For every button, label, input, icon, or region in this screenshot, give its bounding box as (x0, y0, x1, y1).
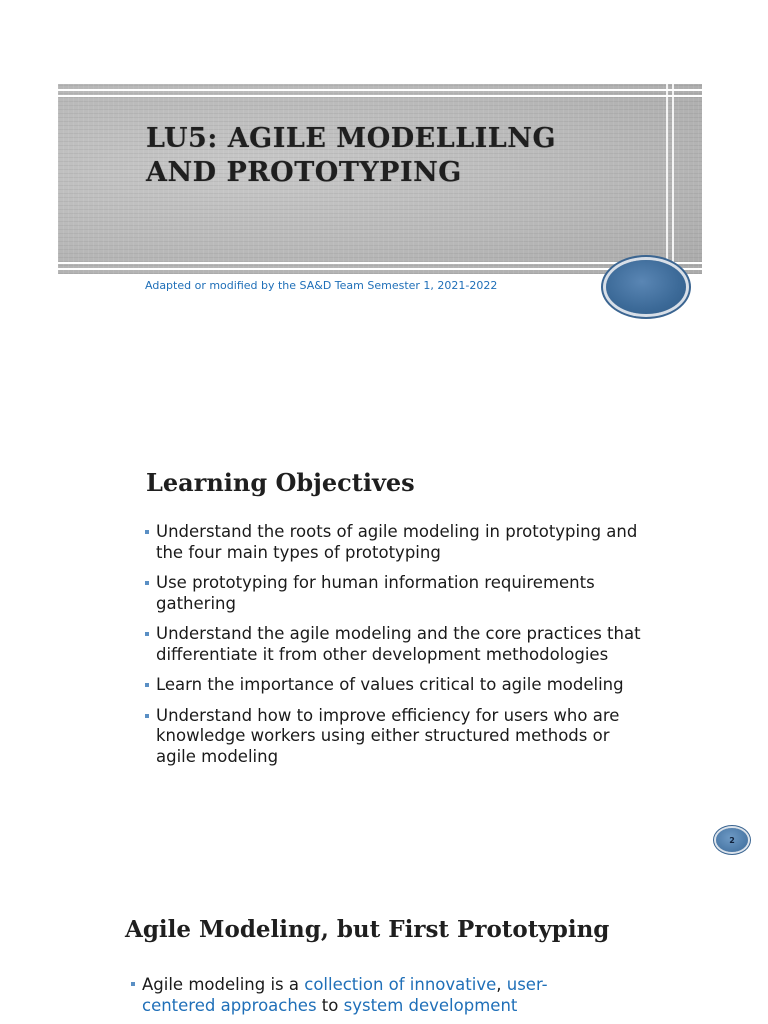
bullet-icon (131, 982, 135, 986)
list-item (145, 675, 645, 696)
bullet-icon (145, 632, 149, 636)
bullet-paragraph (131, 974, 602, 1016)
highlight-system-development: system development (343, 996, 518, 1015)
bullet-icon (145, 530, 149, 534)
bullet-icon (145, 683, 149, 687)
decorative-oval-badge (606, 260, 686, 314)
objectives-list (145, 522, 645, 777)
list-item-text: Understand the roots of agile modeling in prototyping and the four main types of prototyping (156, 522, 638, 562)
agile-modeling-slide (0, 900, 768, 1024)
list-item (145, 522, 645, 563)
slide-heading: Learning Objectives (146, 468, 415, 497)
highlight-user-centered-approaches: user-centered approaches (142, 975, 548, 1015)
banner-divider (58, 268, 702, 270)
banner-divider (58, 262, 702, 264)
list-item (145, 624, 645, 665)
bullet-icon (145, 714, 149, 718)
slide-subtitle: Adapted or modified by the SA&D Team Semester 1, 2021-2022 (145, 279, 498, 292)
highlight-collection-of-innovative: collection of innovative (304, 975, 497, 994)
banner-divider (666, 84, 668, 274)
title-slide (0, 0, 768, 420)
title-banner (58, 84, 702, 274)
text-run: Agile modeling is a (142, 975, 305, 994)
list-item-text: Understand how to improve efficiency for users who are knowledge workers using either structured methods or agile modeling (156, 705, 620, 766)
slide-title-line-1: LU5: AGILE MODELLILNG (146, 123, 557, 154)
slide-title (146, 122, 646, 190)
banner-divider (58, 95, 702, 97)
banner-divider (672, 84, 674, 274)
list-item-text: Use prototyping for human information requirements gathering (156, 573, 595, 613)
text-run: , (496, 975, 507, 994)
slide-title-line-2: AND PROTOTYPING (146, 157, 462, 188)
page-number-badge: 2 (716, 828, 748, 852)
list-item-text: Learn the importance of values critical to agile modeling (156, 675, 624, 694)
list-item-text: Understand the agile modeling and the core practices that differentiate it from other development methodologies (156, 624, 641, 664)
bullet-icon (145, 581, 149, 585)
slide-heading: Agile Modeling, but First Prototyping (125, 916, 610, 943)
banner-divider (58, 89, 702, 91)
text-run: to (316, 996, 344, 1015)
objectives-slide (0, 440, 768, 850)
list-item (145, 706, 645, 768)
list-item (145, 573, 645, 614)
